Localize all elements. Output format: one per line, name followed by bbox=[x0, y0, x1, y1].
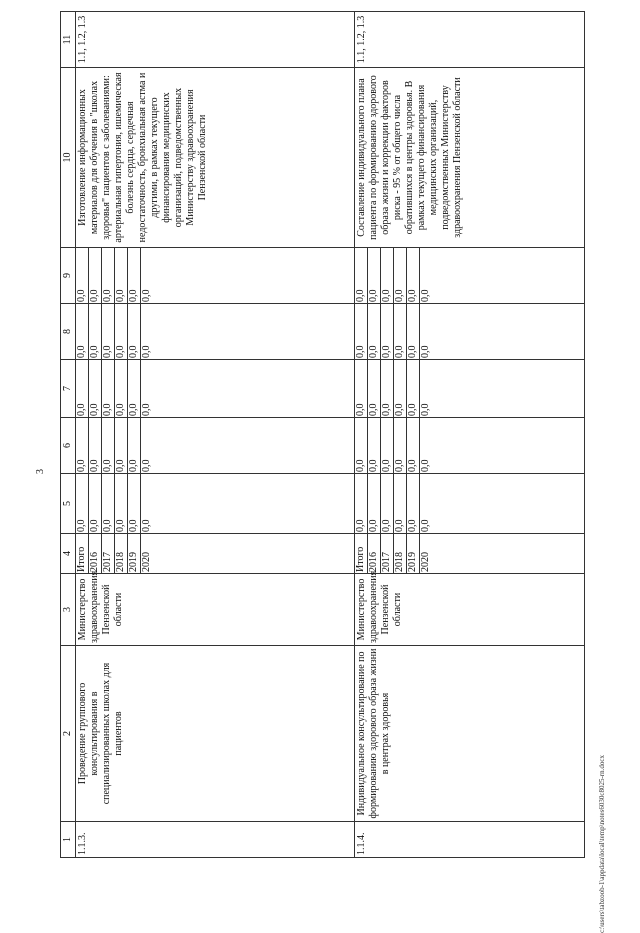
funding-v5-value: 0,0 bbox=[368, 474, 381, 533]
funding-v5-value: 0,0 bbox=[355, 474, 368, 533]
funding-v6-value: 0,0 bbox=[128, 418, 141, 473]
funding-v8 bbox=[76, 304, 355, 360]
year-list-value: 2020 bbox=[420, 552, 432, 572]
expected-result: Изготовление информационных материалов для обучения в "школах здоровья" пациентов с заболеваниями: артериальная гипертония, ишемическая болезнь сердца, сердечная недостаточность, бронхиальная астма и другими, в рамках текущего финансирования медицинских организаций, подведомственных Министерству здравоохранения Пензенской области bbox=[76, 68, 355, 248]
header-col-7: 7 bbox=[61, 360, 76, 418]
funding-v6-value: 0,0 bbox=[102, 418, 115, 473]
row-number: 1.1.4. bbox=[355, 822, 585, 858]
funding-v5 bbox=[355, 474, 585, 534]
table-row bbox=[355, 12, 585, 858]
funding-v9-value: 0,0 bbox=[89, 248, 102, 303]
year-list-value: 2019 bbox=[128, 534, 141, 573]
funding-v5-value: 0,0 bbox=[141, 519, 152, 532]
funding-v7-value: 0,0 bbox=[102, 360, 115, 417]
funding-v6-value: 0,0 bbox=[420, 459, 432, 472]
funding-v7-value: 0,0 bbox=[128, 360, 141, 417]
header-col-11: 11 bbox=[61, 12, 76, 68]
funding-v5-value: 0,0 bbox=[381, 474, 394, 533]
year-list-value: 2016 bbox=[89, 534, 102, 573]
funding-v7 bbox=[355, 360, 585, 418]
funding-v7-value: 0,0 bbox=[420, 403, 432, 416]
funding-v8-value: 0,0 bbox=[128, 304, 141, 359]
funding-v7-value: 0,0 bbox=[355, 360, 368, 417]
header-col-2: 2 bbox=[61, 646, 76, 822]
year-list-value: 2020 bbox=[141, 552, 152, 572]
program-table bbox=[60, 11, 585, 858]
indicator-link: 1.1, 1.2, 1.3 bbox=[355, 12, 585, 68]
funding-v9-value: 0,0 bbox=[355, 248, 368, 303]
executor: Министерство здравоохранения Пензенской области bbox=[355, 574, 585, 646]
row-number: 1.1.3. bbox=[76, 822, 355, 858]
funding-v8-value: 0,0 bbox=[89, 304, 102, 359]
funding-v8-value: 0,0 bbox=[76, 304, 89, 359]
funding-v9-value: 0,0 bbox=[115, 248, 128, 303]
funding-v8-value: 0,0 bbox=[381, 304, 394, 359]
year-list-value: Итого bbox=[355, 534, 368, 573]
funding-v7-value: 0,0 bbox=[407, 360, 420, 417]
funding-v9-value: 0,0 bbox=[128, 248, 141, 303]
rotated-table-frame bbox=[60, 12, 585, 858]
year-list-value: 2018 bbox=[115, 534, 128, 573]
header-row bbox=[61, 12, 76, 858]
year-list-value: Итого bbox=[76, 534, 89, 573]
funding-v9-value: 0,0 bbox=[76, 248, 89, 303]
header-col-9: 9 bbox=[61, 248, 76, 304]
funding-v9-value: 0,0 bbox=[394, 248, 407, 303]
year-list-value: 2016 bbox=[368, 534, 381, 573]
funding-v8-value: 0,0 bbox=[102, 304, 115, 359]
funding-v9-value: 0,0 bbox=[368, 248, 381, 303]
funding-v8-value: 0,0 bbox=[394, 304, 407, 359]
funding-v6-value: 0,0 bbox=[368, 418, 381, 473]
table-body bbox=[76, 12, 585, 858]
funding-v6 bbox=[76, 418, 355, 474]
funding-v7-value: 0,0 bbox=[394, 360, 407, 417]
funding-v8 bbox=[355, 304, 585, 360]
funding-v7 bbox=[76, 360, 355, 418]
funding-v8-value: 0,0 bbox=[141, 345, 152, 358]
funding-v6-value: 0,0 bbox=[89, 418, 102, 473]
funding-v7-value: 0,0 bbox=[381, 360, 394, 417]
funding-v8-value: 0,0 bbox=[407, 304, 420, 359]
funding-v7-value: 0,0 bbox=[76, 360, 89, 417]
table-row bbox=[76, 12, 355, 858]
header-col-5: 5 bbox=[61, 474, 76, 534]
funding-v9-value: 0,0 bbox=[141, 289, 152, 302]
page-number: 3 bbox=[35, 469, 46, 474]
funding-v5-value: 0,0 bbox=[407, 474, 420, 533]
funding-v6-value: 0,0 bbox=[141, 459, 152, 472]
funding-v8-value: 0,0 bbox=[355, 304, 368, 359]
year-list-value: 2017 bbox=[381, 534, 394, 573]
header-col-1: 1 bbox=[61, 822, 76, 858]
funding-v6-value: 0,0 bbox=[407, 418, 420, 473]
table-wrapper bbox=[60, 12, 585, 858]
executor: Министерство здравоохранения Пензенской области bbox=[76, 574, 355, 646]
funding-v7-value: 0,0 bbox=[89, 360, 102, 417]
funding-v6-value: 0,0 bbox=[76, 418, 89, 473]
year-list-value: 2018 bbox=[394, 534, 407, 573]
funding-v5-value: 0,0 bbox=[76, 474, 89, 533]
funding-v5-value: 0,0 bbox=[128, 474, 141, 533]
indicator-link: 1.1, 1.2, 1.3 bbox=[76, 12, 355, 68]
funding-v7-value: 0,0 bbox=[115, 360, 128, 417]
funding-v9-value: 0,0 bbox=[102, 248, 115, 303]
year-list bbox=[355, 534, 585, 574]
funding-v5 bbox=[76, 474, 355, 534]
year-list bbox=[76, 534, 355, 574]
expected-result: Составление индивидуального плана пациента по формированию здорового образа жизни и коррекции факторов риска - 95 % от общего числа обратившихся в центры здоровья. В рамках текущего финансирования медицинских организаций, подведомственных Министерству здравоохранения Пензенской области bbox=[355, 68, 585, 248]
funding-v9-value: 0,0 bbox=[407, 248, 420, 303]
file-path-text: c:\users\tabzoob-1\appdata\local\temp\notes6030c8025-rn.docx bbox=[598, 755, 606, 933]
measure-name: Проведение группового консультирования в специализированных школах для пациентов bbox=[76, 646, 355, 822]
funding-v5-value: 0,0 bbox=[420, 519, 432, 532]
funding-v5-value: 0,0 bbox=[394, 474, 407, 533]
header-col-10: 10 bbox=[61, 68, 76, 248]
funding-v7-value: 0,0 bbox=[368, 360, 381, 417]
header-col-6: 6 bbox=[61, 418, 76, 474]
funding-v9 bbox=[76, 248, 355, 304]
funding-v6-value: 0,0 bbox=[115, 418, 128, 473]
funding-v5-value: 0,0 bbox=[102, 474, 115, 533]
funding-v9 bbox=[355, 248, 585, 304]
funding-v5-value: 0,0 bbox=[115, 474, 128, 533]
funding-v8-value: 0,0 bbox=[368, 304, 381, 359]
funding-v8-value: 0,0 bbox=[115, 304, 128, 359]
measure-name: Индивидуальное консультирование по формированию здорового образа жизни в центрах здоровья bbox=[355, 646, 585, 822]
funding-v6-value: 0,0 bbox=[355, 418, 368, 473]
header-col-4: 4 bbox=[61, 534, 76, 574]
funding-v9-value: 0,0 bbox=[420, 289, 432, 302]
funding-v6-value: 0,0 bbox=[381, 418, 394, 473]
header-col-3: 3 bbox=[61, 574, 76, 646]
funding-v7-value: 0,0 bbox=[141, 403, 152, 416]
year-list-value: 2019 bbox=[407, 534, 420, 573]
header-col-8: 8 bbox=[61, 304, 76, 360]
funding-v8-value: 0,0 bbox=[420, 345, 432, 358]
funding-v9-value: 0,0 bbox=[381, 248, 394, 303]
file-path-footer bbox=[598, 755, 616, 933]
funding-v5-value: 0,0 bbox=[89, 474, 102, 533]
year-list-value: 2017 bbox=[102, 534, 115, 573]
funding-v6 bbox=[355, 418, 585, 474]
funding-v6-value: 0,0 bbox=[394, 418, 407, 473]
